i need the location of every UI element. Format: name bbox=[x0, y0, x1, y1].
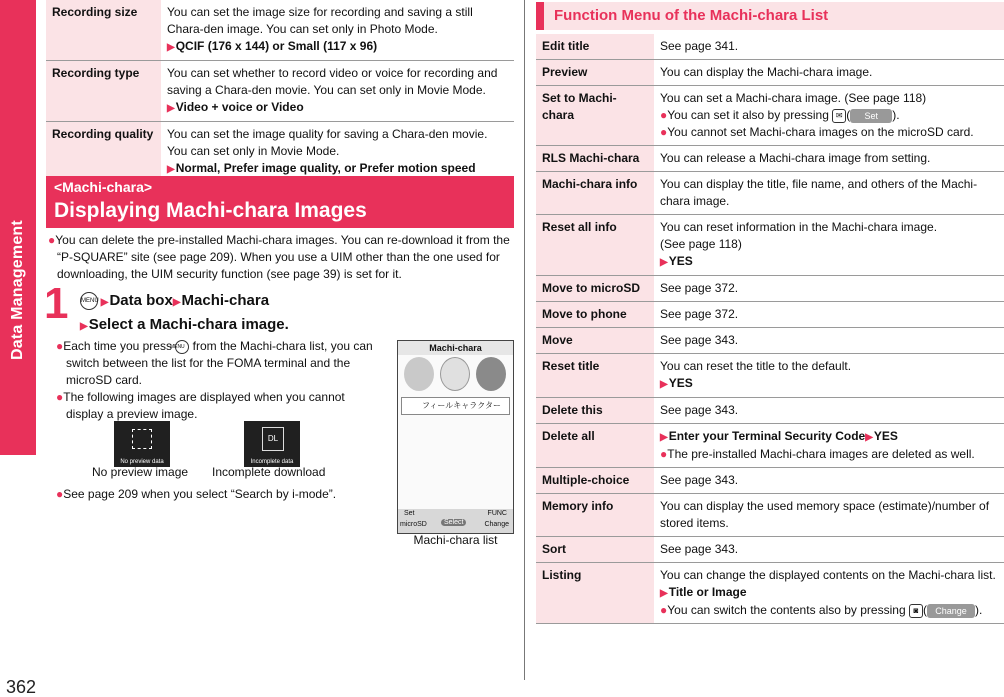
bullet-text: You cannot set Machi-chara images on the microSD card. bbox=[667, 125, 974, 139]
table-value: See page 343. bbox=[654, 328, 1004, 354]
note2: The following images are displayed when you cannot display a preview image. bbox=[63, 390, 345, 421]
table-value bbox=[161, 0, 514, 61]
step-part2: Machi-chara bbox=[181, 292, 270, 309]
softkey-set-icon: Set bbox=[850, 109, 892, 123]
arrow-icon: ▶ bbox=[167, 42, 175, 53]
table-row bbox=[536, 60, 1004, 86]
table-row bbox=[536, 34, 1004, 60]
table-row bbox=[536, 146, 1004, 172]
icon-caption: No preview data bbox=[120, 459, 164, 465]
bullet-icon: ● bbox=[660, 108, 668, 122]
table-bullet bbox=[660, 124, 998, 141]
table-option-text: YES bbox=[668, 376, 693, 390]
table-row bbox=[46, 122, 514, 183]
table-row bbox=[536, 354, 1004, 398]
incomplete-download-icon bbox=[244, 421, 300, 467]
bullet-icon: ● bbox=[660, 125, 668, 139]
table-key: Sort bbox=[536, 537, 654, 563]
table-row bbox=[536, 468, 1004, 494]
icon-label: No preview image bbox=[92, 465, 189, 479]
bullet-icon: ● bbox=[56, 487, 64, 501]
menu-key-icon: MENU bbox=[80, 292, 98, 310]
table-value bbox=[654, 354, 1004, 398]
phone-header: Machi-chara bbox=[398, 341, 513, 355]
table-value bbox=[654, 215, 1004, 276]
bullet-text: The pre-installed Machi-chara images are deleted as well. bbox=[667, 447, 975, 461]
table-option-text: Enter your Terminal Security Code bbox=[668, 429, 866, 443]
intro-text bbox=[48, 232, 514, 283]
table-row bbox=[536, 172, 1004, 215]
table-value bbox=[161, 61, 514, 122]
table-row bbox=[536, 276, 1004, 302]
table-option-text: Normal, Prefer image quality, or Prefer motion speed bbox=[175, 161, 476, 175]
table-desc: You can set the image quality for saving a Chara-den movie. You can set only in Movie Mode. bbox=[167, 127, 488, 158]
table-key: Listing bbox=[536, 563, 654, 624]
table-row bbox=[536, 328, 1004, 354]
table-key: Edit title bbox=[536, 34, 654, 60]
table-desc: You can change the displayed contents on the Machi-chara list. bbox=[660, 568, 996, 582]
table-key: Delete this bbox=[536, 398, 654, 424]
section-subtitle: <Machi-chara> bbox=[54, 179, 153, 195]
side-tab-label: Data Management bbox=[9, 220, 26, 360]
icon-label: Incomplete download bbox=[212, 465, 326, 479]
side-tab bbox=[0, 0, 36, 455]
table-value: You can display the Machi-chara image. bbox=[654, 60, 1004, 86]
table-value bbox=[161, 122, 514, 183]
chara-figure-icon bbox=[404, 357, 434, 391]
table-option-text: YES bbox=[873, 429, 898, 443]
table-option-text: Title or Image bbox=[668, 585, 747, 599]
arrow-icon: ▶ bbox=[660, 432, 668, 443]
table-row bbox=[536, 215, 1004, 276]
table-value: See page 343. bbox=[654, 468, 1004, 494]
step-notes bbox=[56, 338, 384, 423]
table-row bbox=[536, 424, 1004, 468]
table-key: Machi-chara info bbox=[536, 172, 654, 215]
table-row bbox=[536, 537, 1004, 563]
table-key: Recording size bbox=[46, 0, 161, 61]
table-key: Recording quality bbox=[46, 122, 161, 183]
table-option bbox=[167, 38, 508, 56]
arrow-icon: ▶ bbox=[172, 297, 181, 308]
phone-caption: Machi-chara list bbox=[413, 533, 498, 547]
camera-key-icon: ◙ bbox=[909, 604, 923, 618]
table-value: See page 372. bbox=[654, 276, 1004, 302]
dl-icon: DL bbox=[262, 427, 284, 451]
arrow-icon: ▶ bbox=[167, 103, 175, 114]
softkey-change-icon: Change bbox=[927, 604, 975, 618]
table-option bbox=[660, 253, 998, 271]
step-number: 1 bbox=[44, 279, 69, 328]
table-value: See page 343. bbox=[654, 398, 1004, 424]
table-value bbox=[654, 563, 1004, 624]
arrow-icon: ▶ bbox=[80, 321, 88, 332]
table-desc: You can reset information in the Machi-chara image. bbox=[660, 220, 938, 234]
table-row bbox=[46, 61, 514, 122]
table-value: See page 341. bbox=[654, 34, 1004, 60]
bullet-text: ). bbox=[892, 108, 900, 122]
table-key: Memory info bbox=[536, 494, 654, 537]
phone-screen bbox=[397, 340, 514, 534]
table-row bbox=[536, 398, 1004, 424]
page-number: 362 bbox=[6, 677, 37, 697]
icon-caption: Incomplete data bbox=[250, 459, 294, 465]
table-key: Move to microSD bbox=[536, 276, 654, 302]
table-option-text: YES bbox=[668, 254, 693, 268]
arrow-icon: ▶ bbox=[98, 297, 109, 308]
note-item bbox=[56, 338, 384, 389]
note1-b: from the Machi-chara list, you can switch between the list for the FOMA terminal and the microSD card. bbox=[66, 339, 373, 387]
softkey-change: Change bbox=[484, 521, 509, 528]
mail-key-icon: ✉ bbox=[832, 109, 846, 123]
table-key: RLS Machi-chara bbox=[536, 146, 654, 172]
table-row bbox=[46, 0, 514, 61]
table-key: Set to Machi-chara bbox=[536, 86, 654, 146]
table-key: Reset title bbox=[536, 354, 654, 398]
section-title: Displaying Machi-chara Images bbox=[54, 199, 367, 222]
table-key: Multiple-choice bbox=[536, 468, 654, 494]
softkey-microsd: microSD bbox=[400, 521, 427, 528]
step-part3: Select a Machi-chara image. bbox=[88, 316, 289, 333]
bullet-icon: ● bbox=[56, 339, 64, 353]
table-value: See page 343. bbox=[654, 537, 1004, 563]
arrow-icon: ▶ bbox=[660, 588, 668, 599]
table-option bbox=[660, 584, 998, 602]
table-desc: (See page 118) bbox=[660, 237, 742, 251]
softkey-func: FUNC bbox=[487, 510, 507, 517]
table-bullet: ●You can switch the contents also by pressing ◙ ( Change ). bbox=[660, 603, 983, 617]
table-key: Preview bbox=[536, 60, 654, 86]
recording-settings-table bbox=[46, 0, 514, 183]
note-item bbox=[56, 389, 384, 423]
table-value bbox=[654, 86, 1004, 146]
chara-figure-icon bbox=[476, 357, 506, 391]
bullet-text: You can switch the contents also by pressing bbox=[667, 603, 906, 617]
note1-a: Each time you press bbox=[63, 339, 172, 353]
table-key: Reset all info bbox=[536, 215, 654, 276]
bullet-icon: ● bbox=[660, 603, 668, 617]
table-value: You can release a Machi-chara image from setting. bbox=[654, 146, 1004, 172]
bullet-text: You can set it also by pressing bbox=[667, 108, 829, 122]
table-key: Move bbox=[536, 328, 654, 354]
no-preview-icon bbox=[114, 421, 170, 467]
table-value bbox=[654, 424, 1004, 468]
softkey-set: Set bbox=[404, 510, 415, 517]
table-row bbox=[536, 494, 1004, 537]
step-instruction bbox=[80, 290, 289, 338]
arrow-icon: ▶ bbox=[167, 164, 175, 175]
table-key: Delete all bbox=[536, 424, 654, 468]
table-desc: You can set the image size for recording and saving a still Chara-den image. You can set only in Photo Mode. bbox=[167, 5, 473, 36]
dashed-frame-icon bbox=[132, 429, 152, 449]
intro-body: You can delete the pre-installed Machi-chara images. You can re-download it from the “P-SQUARE” site (see page 209). When you use a UIM other than the one used for downloading, the UIM security function (see page 39) is set for it. bbox=[55, 233, 510, 281]
table-option bbox=[660, 375, 998, 393]
note-item bbox=[56, 487, 336, 501]
phone-softkeys bbox=[398, 509, 513, 533]
bullet-icon: ● bbox=[56, 390, 64, 404]
chara-list-row: フィールキャラクター bbox=[401, 397, 510, 415]
function-menu-table bbox=[536, 34, 1004, 624]
function-menu-header: Function Menu of the Machi-chara List bbox=[536, 2, 1004, 30]
table-key: Recording type bbox=[46, 61, 161, 122]
table-value: See page 372. bbox=[654, 302, 1004, 328]
table-bullet: ●You can set it also by pressing ✉ ( Set ). bbox=[660, 108, 900, 122]
table-row bbox=[536, 86, 1004, 146]
table-option bbox=[167, 99, 508, 117]
softkey-select: Select bbox=[441, 519, 466, 526]
chara-thumbnails bbox=[402, 357, 510, 393]
arrow-icon: ▶ bbox=[865, 432, 873, 443]
arrow-icon: ▶ bbox=[660, 257, 668, 268]
page-divider bbox=[524, 0, 525, 680]
table-desc: You can set whether to record video or voice for recording and saving a Chara-den movie. You can set only in Movie Mode. bbox=[167, 66, 498, 97]
table-option-text: Video + voice or Video bbox=[175, 100, 304, 114]
table-bullet bbox=[660, 446, 998, 463]
bullet-icon: ● bbox=[660, 447, 668, 461]
table-desc: You can reset the title to the default. bbox=[660, 359, 852, 373]
table-option bbox=[660, 428, 998, 446]
menu-key-icon: MENU bbox=[175, 340, 189, 354]
table-key: Move to phone bbox=[536, 302, 654, 328]
table-row bbox=[536, 302, 1004, 328]
table-row bbox=[536, 563, 1004, 624]
arrow-icon: ▶ bbox=[660, 379, 668, 390]
table-desc: You can set a Machi-chara image. (See page 118) bbox=[660, 91, 927, 105]
table-value: You can display the used memory space (estimate)/number of stored items. bbox=[654, 494, 1004, 537]
note3: See page 209 when you select “Search by i-mode”. bbox=[63, 487, 337, 501]
bullet-text: ). bbox=[974, 603, 983, 617]
bullet-icon: ● bbox=[48, 233, 56, 247]
table-option-text: QCIF (176 x 144) or Small (117 x 96) bbox=[175, 39, 378, 53]
step-part1: Data box bbox=[109, 292, 173, 309]
table-value: You can display the title, file name, and others of the Machi-chara image. bbox=[654, 172, 1004, 215]
section-header bbox=[46, 176, 514, 228]
chara-figure-icon bbox=[440, 357, 470, 391]
